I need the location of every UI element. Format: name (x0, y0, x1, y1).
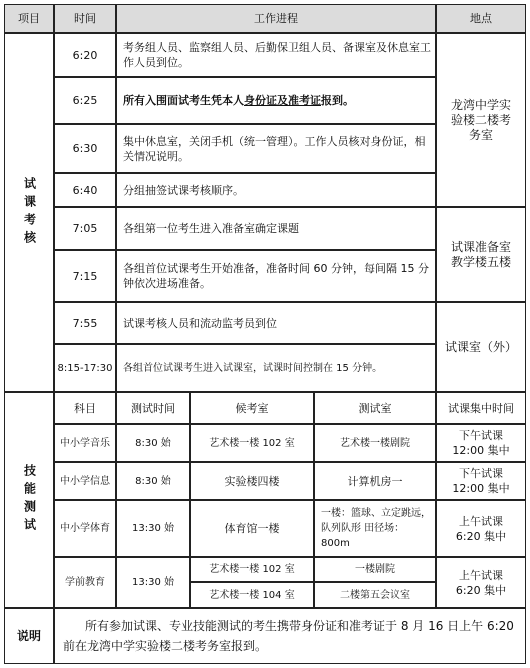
skill-subject-cell (54, 557, 116, 608)
trial-time: 7:05 (72, 222, 98, 235)
skill-header-text: 试课集中时间 (448, 401, 514, 415)
header-location (436, 4, 526, 33)
skill-wait-room: 艺术楼一楼 102 室 (209, 437, 295, 449)
location-text: 试课室（外） (444, 339, 517, 354)
skill-wait-cell (190, 582, 314, 608)
skill-time: 8:30 始 (135, 475, 171, 487)
skill-subject: 中小学信息 (60, 475, 110, 487)
trial-process-cell (116, 302, 436, 344)
skill-header-time (116, 392, 190, 424)
trial-time-cell (54, 344, 116, 392)
location-text: 试课准备室教学楼五楼 (450, 239, 511, 269)
trial-process-text: 集中休息室，关闭手机（统一管理）。工作人员核对身份证，相关情况说明。 (123, 134, 426, 163)
location-prep-room (436, 207, 526, 302)
skill-wait-room: 体育馆一楼 (224, 522, 280, 535)
skill-header-test (314, 392, 436, 424)
skill-time: 13:30 始 (132, 523, 174, 534)
skill-wait-room: 艺术楼一楼 102 室 (209, 564, 295, 575)
trial-process-text: 考务组人员、监察组人员、后勤保卫组人员、备课室及休息室工作人员到位。 (123, 41, 431, 69)
skill-header-text: 测试室 (358, 401, 392, 415)
header-time-label: 时间 (74, 12, 96, 25)
trial-time-cell (54, 302, 116, 344)
skill-test-cell (314, 424, 436, 462)
skill-time: 8:30 始 (135, 437, 171, 449)
checkin-text-before: 所有入围面试考生凭本人 (123, 94, 244, 107)
skill-section-label (4, 392, 54, 608)
skill-test-cell (314, 500, 436, 557)
skill-time-cell (116, 424, 190, 462)
skill-test-room: 艺术楼一楼剧院 (340, 437, 410, 449)
location-exam-office (436, 33, 526, 207)
checkin-documents: 身份证及准考证 (244, 94, 321, 107)
header-process (116, 4, 436, 33)
skill-time: 13:30 始 (132, 577, 174, 588)
trial-time-cell (54, 173, 116, 207)
header-item (4, 4, 54, 33)
skill-gather-time: 下午试课 12:00 集中 (452, 467, 510, 495)
skill-subject: 中小学音乐 (60, 437, 110, 449)
skill-test-cell (314, 582, 436, 608)
trial-process-cell (116, 33, 436, 77)
note-label (4, 608, 54, 664)
header-item-label: 项目 (18, 12, 40, 25)
trial-time: 6:30 (72, 142, 98, 155)
skill-wait-cell (190, 462, 314, 500)
trial-time-cell (54, 33, 116, 77)
skill-wait-cell (190, 500, 314, 557)
location-text: 龙湾中学实验楼二楼考务室 (450, 97, 511, 142)
note-cell (54, 608, 526, 664)
trial-process-text (123, 93, 354, 108)
trial-section-text: 试课考核 (22, 176, 37, 249)
skill-time-cell (116, 557, 190, 608)
skill-subject: 学前教育 (65, 577, 105, 588)
skill-subject: 中小学体育 (60, 523, 110, 534)
skill-gather-cell (436, 424, 526, 462)
skill-test-room: 计算机房一 (347, 474, 403, 488)
skill-gather-cell (436, 500, 526, 557)
trial-time: 8:15-17:30 (57, 362, 113, 374)
skill-header-wait (190, 392, 314, 424)
skill-wait-room: 艺术楼一楼 104 室 (209, 589, 295, 601)
trial-process-cell (116, 124, 436, 173)
trial-time-cell (54, 77, 116, 124)
skill-subject-cell (54, 500, 116, 557)
checkin-text-after: 报到。 (321, 94, 354, 107)
skill-test-cell (314, 462, 436, 500)
trial-process-cell (116, 250, 436, 302)
skill-gather-cell (436, 462, 526, 500)
skill-gather-time: 上午试课 6:20 集中 (455, 568, 507, 597)
trial-process-cell (116, 77, 436, 124)
skill-subject-cell (54, 424, 116, 462)
trial-process-text: 各组首位试课考生进入试课室，试课时间控制在 15 分钟。 (123, 362, 383, 374)
trial-time-cell (54, 250, 116, 302)
skill-wait-cell (190, 424, 314, 462)
trial-time: 7:55 (72, 316, 98, 330)
skill-section-text: 技能测试 (22, 464, 37, 536)
trial-time: 7:15 (72, 269, 98, 283)
skill-header-subject (54, 392, 116, 424)
skill-header-gather (436, 392, 526, 424)
skill-header-text: 科目 (74, 401, 96, 415)
location-trial-room (436, 302, 526, 392)
trial-section-label (4, 33, 54, 392)
skill-header-text: 候考室 (235, 401, 269, 415)
note-label-text: 说明 (16, 628, 41, 643)
skill-test-room: 一楼剧院 (355, 564, 395, 575)
skill-header-text: 测试时间 (131, 401, 175, 415)
trial-time-cell (54, 207, 116, 250)
header-location-label: 地点 (470, 12, 492, 25)
skill-time-cell (116, 462, 190, 500)
skill-wait-cell (190, 557, 314, 582)
header-process-label: 工作进程 (254, 12, 298, 25)
trial-process-text: 试课考核人员和流动监考员到位 (123, 316, 277, 330)
trial-process-cell (116, 344, 436, 392)
skill-time-cell (116, 500, 190, 557)
skill-gather-time: 下午试课 12:00 集中 (452, 429, 510, 457)
trial-time: 6:25 (72, 94, 98, 107)
trial-time: 6:40 (72, 183, 98, 197)
skill-test-room: 一楼：篮球、立定跳远，队列队形 田径场：800m (321, 508, 431, 549)
skill-gather-time: 上午试课 6:20 集中 (455, 514, 507, 543)
note-text: 所有参加试课、专业技能测试的考生携带身份证和准考证于 8 月 16 日上午 6:20 前在龙湾中学实验楼二楼考务室报到。 (63, 619, 514, 653)
skill-subject-cell (54, 462, 116, 500)
trial-time-cell (54, 124, 116, 173)
trial-process-cell (116, 173, 436, 207)
skill-wait-room: 实验楼四楼 (224, 474, 280, 488)
trial-process-text: 分组抽签试课考核顺序。 (123, 183, 244, 197)
trial-process-text: 各组第一位考生进入准备室确定课题 (123, 222, 299, 235)
skill-test-cell (314, 557, 436, 582)
trial-time: 6:20 (72, 48, 98, 62)
skill-test-room: 二楼第五会议室 (340, 589, 410, 601)
trial-process-cell (116, 207, 436, 250)
trial-process-text: 各组首位试课考生开始准备，准备时间 60 分钟，每间隔 15 分钟依次进场准备。 (123, 262, 429, 290)
skill-gather-cell (436, 557, 526, 608)
header-time (54, 4, 116, 33)
